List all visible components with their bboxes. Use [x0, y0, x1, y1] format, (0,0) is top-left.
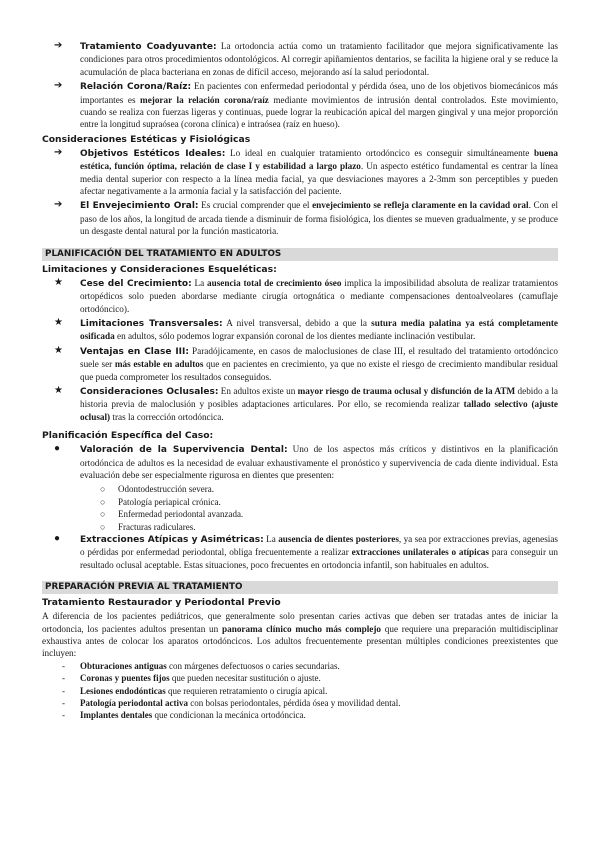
sub-list-item [100, 508, 558, 520]
sub-list-item [100, 483, 558, 495]
dash-list-item [42, 697, 558, 709]
item-lead: Valoración de la Supervivencia Dental: [80, 445, 288, 456]
sub-list-item [100, 496, 558, 508]
item-text: Es crucial comprender que el [198, 200, 313, 211]
item-text: Uno de los aspectos más críticos y distintivos en la planificación ortodóncica de adultos es la necesidad de evaluar exhaustivamente el pronóstico y supervivencia de cada diente individual. Esta evaluación debe ser especialmente rigurosa en dientes que presenten: [80, 444, 559, 480]
item-emphasis: mayor riesgo de trauma oclusal y disfunción de la ATM [297, 385, 516, 396]
list-item [42, 533, 558, 571]
paragraph-text: A diferencia de los pacientes pediátricos, que generalmente solo presentan caries activas que deben ser tratadas antes de iniciar la ortodoncia, los pacientes adultos presentan un [42, 611, 558, 634]
item-text: Lo ideal en cualquier tratamiento ortodóncico es conseguir simultáneamente [225, 147, 534, 158]
circle-bullet-icon: ○ [100, 521, 106, 532]
arrow-bullet-icon: ➔ [54, 199, 63, 211]
item-lead: Limitaciones Transversales: [80, 318, 223, 329]
item-text: A nivel transversal, debido a que la [222, 317, 372, 328]
list-item [42, 385, 558, 423]
item-emphasis: más estable en adultos [114, 359, 204, 370]
item-text: debido a la historia previa de maloclusión y posibles adaptaciones articulares. Por ello, se recomienda realizar [80, 385, 558, 410]
dash-bullet-icon: - [62, 698, 65, 709]
item-text: En adultos existe un [218, 385, 298, 396]
item-text: para conseguir un resultado oclusal aceptable. Estas situaciones, poco frecuentes en ortodoncia infantil, son habituales en adultos. [80, 547, 558, 570]
dash-item-text: que pueden necesitar sustitución o ajuste. [169, 673, 321, 684]
item-emphasis: envejecimiento se refleja claramente en la cavidad oral [312, 200, 529, 211]
item-lead: Objetivos Estéticos Ideales: [80, 148, 226, 159]
dash-list-item [42, 660, 558, 672]
item-emphasis: buena estética, función óptima, relación de clase I y estabilidad a largo plazo [80, 147, 558, 172]
section-title: PREPARACIÓN PREVIA AL TRATAMIENTO [42, 581, 558, 594]
item-text: , ya sea por extracciones previas, agenesias o pérdidas por enfermedad periodontal, obliga frecuentemente a realizar [80, 534, 558, 558]
item-text: Paradójicamente, en casos de maloclusiones de clase III, el resultado del tratamiento ortodóncico suele ser [80, 345, 558, 370]
item-text: La [191, 277, 207, 288]
list-item [42, 345, 558, 383]
item-emphasis: tallado selectivo (ajuste oclusal) [80, 399, 558, 422]
paragraph-emphasis: panorama clínico mucho más complejo [222, 623, 382, 634]
item-emphasis: ausencia total de crecimiento óseo [206, 277, 342, 288]
item-text: en adultos, sólo podemos lograr expansión coronal de los dientes mediante inclinación vestibular. [114, 331, 476, 342]
sub-list-item [100, 521, 558, 533]
star-bullet-icon: ★ [54, 344, 63, 356]
list-item [42, 443, 558, 481]
item-lead: Ventajas en Clase III: [80, 346, 189, 357]
dash-bullet-icon: - [62, 673, 65, 684]
item-lead: Extracciones Atípicas y Asimétricas: [80, 535, 264, 545]
dash-bullet-icon: - [62, 660, 65, 671]
sub-list-text: Patología periapical crónica. [118, 496, 221, 507]
sub-list-text: Fracturas radiculares. [118, 521, 196, 532]
sub-list-text: Enfermedad periodontal avanzada. [118, 509, 244, 520]
dash-item-emphasis: Obturaciones antiguas [80, 660, 167, 671]
star-bullet-icon: ★ [54, 384, 63, 396]
arrow-bullet-icon: ➔ [54, 80, 63, 92]
list-item [42, 147, 558, 198]
item-emphasis: extracciones unilaterales o atípicas [351, 547, 489, 558]
dash-list-item [42, 685, 558, 697]
item-lead: Tratamiento Coadyuvante: [80, 42, 217, 52]
dash-item-text: que requieren retratamiento o cirugía apical. [165, 685, 328, 696]
item-lead: El Envejecimiento Oral: [80, 201, 199, 212]
item-text: En pacientes con enfermedad periodontal y pérdida ósea, uno de los objetivos biomecánicos más importantes es [80, 81, 558, 105]
item-text: mediante movimientos de intrusión dental controlados. Este movimiento, cuando se realiza con fuerzas ligeras y continuas, puede lograr la reubicación apical del margen gingival y una mejor proporción entre la longitud supraósea (corona clínica) e intraósea (raíz en hueso). [80, 94, 559, 130]
item-text: que en pacientes en crecimiento, ya que no existe el riesgo de crecimiento mandibular residual que pueda comprometer los resultados conseguidos. [80, 359, 559, 382]
item-text: La ortodoncia actúa como un tratamiento facilitador que mejora significativamente las condiciones para otros procedimientos odontológicos. Al corregir apiñamientos dentarios, se facilita la higiene oral y se reduce la acumulación de placa bacteriana en zonas de difícil acceso, mejorando así la salud periodontal. [80, 41, 558, 77]
item-text: La [263, 534, 279, 544]
dash-item-emphasis: Lesiones endodónticas [80, 685, 166, 696]
circle-bullet-icon: ○ [100, 509, 106, 520]
dash-list [42, 660, 558, 722]
dash-item-emphasis: Implantes dentales [80, 710, 153, 721]
list-item [42, 199, 558, 237]
dash-bullet-icon: - [62, 685, 65, 696]
subsection-heading: Limitaciones y Consideraciones Esqueléticas: [42, 263, 277, 275]
list-item [42, 317, 558, 343]
paragraph [42, 610, 558, 660]
item-text: . Con el paso de los años, la longitud de arcada tiende a disminuir de forma fisiológica, los dientes se mueven gradualmente, y se produce un desgaste dental natural por la función masticatoria. [80, 200, 558, 237]
sub-list-text: Odontodestrucción severa. [118, 484, 214, 495]
item-emphasis: ausencia de dientes posteriores [278, 534, 399, 544]
item-lead: Cese del Crecimiento: [80, 278, 192, 289]
subsection-heading: Tratamiento Restaurador y Periodontal Previo [42, 597, 281, 609]
dash-item-text: que condicionan la mecánica ortodóncica. [152, 710, 306, 721]
arrow-bullet-icon: ➔ [54, 40, 63, 51]
star-bullet-icon: ★ [54, 276, 63, 288]
star-bullet-icon: ★ [54, 316, 63, 328]
item-text: . Un aspecto estético fundamental es centrar la línea media dental superior con respecto a la línea media facial, ya que desviaciones mayores a 2-3mm son perceptibles y pueden afectar negativamente a la armonía facial y la satisfacción del paciente. [80, 161, 558, 197]
subsection-heading: Consideraciones Estéticas y Fisiológicas [42, 133, 251, 145]
item-lead: Relación Corona/Raíz: [80, 82, 192, 93]
paragraph-text: que requiere una preparación multidisciplinar exhaustiva antes de colocar los aparatos ortodóncicos. Los adultos frecuentemente presentan múltiples condiciones preexistentes que incluyen: [42, 623, 559, 659]
dot-bullet-icon: ● [54, 533, 61, 544]
arrow-bullet-icon: ➔ [54, 146, 63, 158]
item-lead: Consideraciones Oclusales: [80, 386, 219, 397]
list-item [42, 277, 558, 315]
item-text: implica la imposibilidad absoluta de realizar tratamientos ortopédicos solo pueden abordarse mediante cirugía ortognática o mediante compensaciones dentoalveolares (camuflaje ortodóncico). [80, 277, 558, 314]
sub-list [100, 483, 558, 533]
dash-bullet-icon: - [62, 710, 65, 721]
dot-bullet-icon: ● [54, 443, 61, 455]
section-title: PLANIFICACIÓN DEL TRATAMIENTO EN ADULTOS [42, 248, 558, 261]
item-emphasis: sutura media palatina ya está completamente osificada [80, 317, 558, 342]
dash-item-emphasis: Patología periodontal activa [80, 698, 188, 709]
dash-list-item [42, 672, 558, 684]
document-page [42, 40, 558, 722]
circle-bullet-icon: ○ [100, 484, 106, 495]
list-item [42, 80, 558, 131]
list-item [42, 40, 558, 78]
dash-list-item [42, 709, 558, 721]
subsection-heading: Planificación Específica del Caso: [42, 430, 214, 442]
circle-bullet-icon: ○ [100, 496, 106, 507]
dash-item-emphasis: Coronas y puentes fijos [80, 673, 170, 684]
item-emphasis: mejorar la relación corona/raíz [140, 94, 269, 105]
item-text: tras la corrección ortodóncica. [110, 411, 224, 422]
dash-item-text: con márgenes defectuosos o caries secundarias. [166, 660, 340, 671]
dash-item-text: con bolsas periodontales, pérdida ósea y movilidad dental. [188, 698, 401, 709]
